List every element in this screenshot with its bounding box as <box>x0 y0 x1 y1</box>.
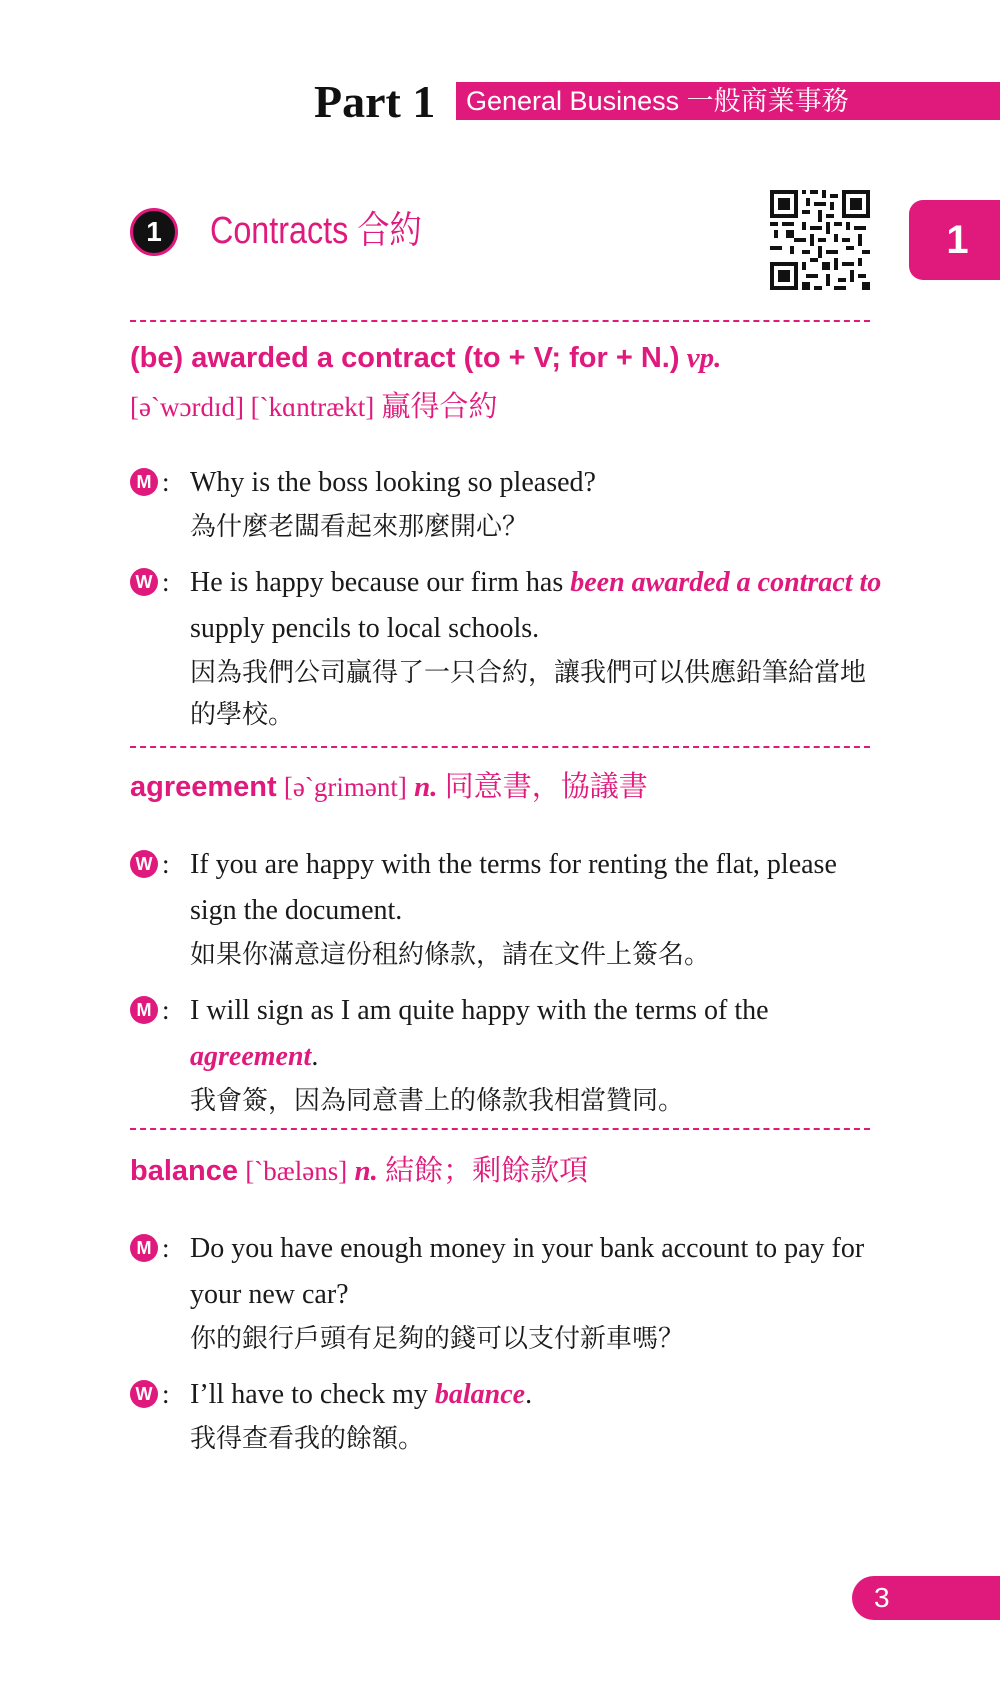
english-sentence: He is happy because our firm has been awarded a contract to supply pencils to local schools. <box>190 567 882 644</box>
chinese-translation: 我會簽，因為同意書上的條款我相當贊同。 <box>190 1086 685 1116</box>
phonetic: [ə`wɔrdɪd] [`kɑntrækt] <box>130 392 375 422</box>
divider <box>130 320 870 322</box>
vocab-term: agreement <box>130 771 277 803</box>
chinese-translation: 你的銀行戶頭有足夠的錢可以支付新車嗎？ <box>190 1324 685 1354</box>
speaker-colon: : <box>162 1233 170 1263</box>
speaker-badge: W <box>130 850 158 878</box>
vocab-entry-heading <box>130 766 648 807</box>
dialogue-line <box>130 1372 890 1460</box>
dialogue-line <box>130 460 890 548</box>
chinese-translation: 我得查看我的餘額。 <box>190 1424 425 1454</box>
part-of-speech: n. <box>354 1155 378 1187</box>
speaker-colon: : <box>162 567 170 597</box>
english-sentence: I’ll have to check my balance. <box>190 1379 533 1410</box>
divider <box>130 746 870 748</box>
section-title: Contracts 合約 <box>210 210 422 252</box>
divider <box>130 1128 870 1130</box>
speaker-badge: M <box>130 1234 158 1262</box>
english-sentence: If you are happy with the terms for renting the flat, please sign the document. <box>190 849 837 926</box>
speaker-badge: W <box>130 1380 158 1408</box>
vocab-entry-heading <box>130 338 721 378</box>
dialogue-line <box>130 560 890 736</box>
qr-code-icon <box>770 190 870 290</box>
speaker-colon: : <box>162 467 170 497</box>
dialogue-line <box>130 988 890 1122</box>
speaker-colon: : <box>162 1379 170 1409</box>
chinese-definition: 贏得合約 <box>381 389 498 423</box>
phonetic: [`bæləns] <box>245 1156 348 1186</box>
highlighted-term: balance <box>434 1379 526 1410</box>
chinese-translation: 如果你滿意這份租約條款，請在文件上簽名。 <box>190 940 711 970</box>
vocab-entry-heading <box>130 1150 588 1191</box>
highlighted-term: been awarded a contract to <box>570 567 882 598</box>
highlighted-term: agreement <box>190 1041 312 1072</box>
chapter-tab: 1 <box>909 200 1000 280</box>
english-sentence: I will sign as I am quite happy with the terms of the agreement. <box>190 995 769 1072</box>
part-bar-label: General Business 一般商業事務 <box>456 82 1000 120</box>
vocab-term: balance <box>130 1155 238 1187</box>
english-sentence: Do you have enough money in your bank account to pay for your new car? <box>190 1233 865 1310</box>
vocab-pronunciation-row <box>130 386 498 427</box>
part-of-speech: vp. <box>686 342 722 374</box>
speaker-badge: W <box>130 568 158 596</box>
part-of-speech: n. <box>414 771 438 803</box>
speaker-colon: : <box>162 849 170 879</box>
speaker-badge: M <box>130 996 158 1024</box>
page-number: 3 <box>852 1576 1000 1620</box>
chinese-translation: 為什麼老闆看起來那麼開心？ <box>190 512 529 542</box>
chinese-definition: 結餘；剩餘款項 <box>385 1153 589 1187</box>
section-number-badge: 1 <box>130 208 178 256</box>
chinese-definition: 同意書，協議書 <box>444 769 648 803</box>
speaker-colon: : <box>162 995 170 1025</box>
speaker-badge: M <box>130 468 158 496</box>
dialogue-line <box>130 842 890 976</box>
vocab-term: (be) awarded a contract (to + V; for + N.) <box>130 342 680 374</box>
dialogue-line <box>130 1226 890 1360</box>
part-title: Part 1 <box>314 76 436 127</box>
english-sentence: Why is the boss looking so pleased? <box>190 467 596 498</box>
phonetic: [ə`grimənt] <box>283 772 407 802</box>
chinese-translation: 因為我們公司贏得了一只合約，讓我們可以供應鉛筆給當地的學校。 <box>190 658 867 730</box>
